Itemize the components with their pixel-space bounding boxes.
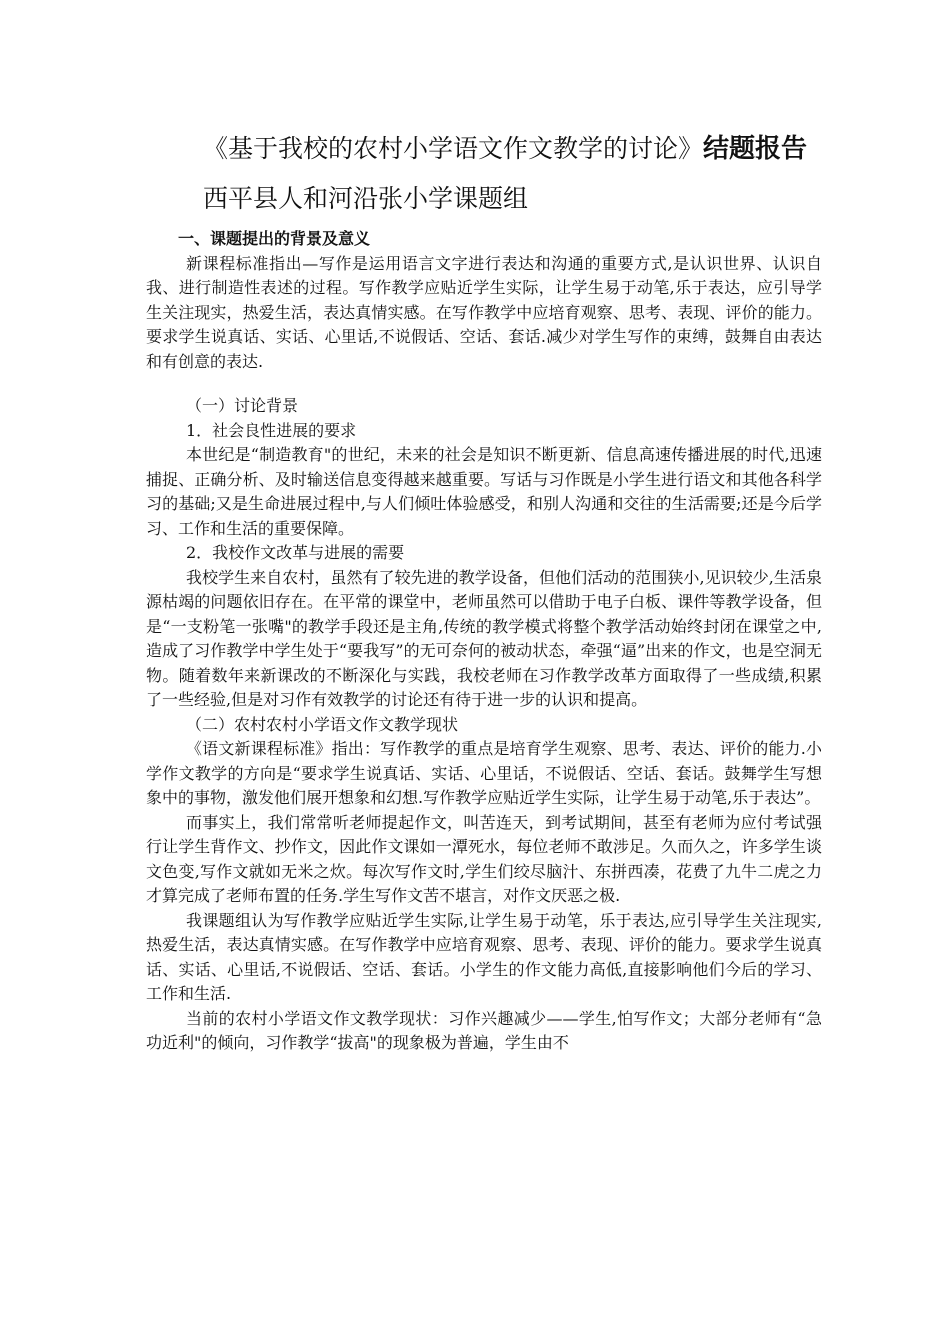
report-subtitle: 西平县人和河沿张小学课题组 <box>203 184 529 213</box>
paragraph-school-reform: 我校学生来自农村，虽然有了较先进的教学设备，但他们活动的范围狭小,见识较少,生活泉源枯竭的问题依旧存在。在平常的课堂中，老师虽然可以借助于电子白板、课件等教学设备，但是“一支粉笔一张嘴"的教学手段还是主角,传统的教学模式将整个教学活动始终封闭在课堂之中,造成了习作教学中学生处于“要我写”的无可奈何的被动状态，牵强“逼”出来的作文，也是空洞无物。随着数年来新课改的不断深化与实践，我校老师在习作教学改革方面取得了一些成绩,积累了一些经验,但是对习作有效教学的讨论还有待于进一步的认识和提高。 <box>146 567 822 709</box>
paragraph-group-view: 我课题组认为写作教学应贴近学生实际,让学生易于动笔，乐于表达,应引导学生关注现实,热爱生活，表达真情实感。在写作教学中应培育观察、思考、表现、评价的能力。要求学生说真话、实话、心里话,不说假话、空话、套话。小学生的作文能力高低,直接影响他们今后的学习、工作和生活. <box>146 910 822 1003</box>
section-heading-background: 一、课题提出的背景及意义 <box>178 229 371 248</box>
paragraph-standards: 新课程标准指出—写作是运用语言文字进行表达和沟通的重要方式,是认识世界、认识自我、进行制造性表述的过程。写作教学应贴近学生实际，让学生易于动笔,乐于表达，应引导学生关注现实，热爱生活，表达真情实感。在写作教学中应培育观察、思考、表现、评价的能力。要求学生说真话、实话、心里话,不说假话、空话、套话.减少对学生写作的束缚，鼓舞自由表达和有创意的表达. <box>146 253 822 371</box>
item-heading-social-development: 1．社会良性进展的要求 <box>186 420 357 440</box>
item-heading-school-reform: 2．我校作文改革与进展的需要 <box>186 543 405 562</box>
subsection-heading-research-background: （一）讨论背景 <box>186 396 299 415</box>
paragraph-reality: 而事实上，我们常常听老师提起作文，叫苦连天，到考试期间，甚至有老师为应付考试强行让学生背作文、抄作文，因此作文课如一潭死水，每位老师不敢涉足。久而久之，许多学生谈文色变,写作文就如无米之炊。每次写作文时,学生们绞尽脑汁、东拼西凑，花费了九牛二虎之力才算完成了老师布置的任务.学生写作文苦不堪言，对作文厌恶之极. <box>146 812 822 905</box>
paragraph-current-status: 当前的农村小学语文作文教学现状：习作兴趣减少——学生,怕写作文；大部分老师有“急功近利"的倾向，习作教学“拔高"的现象极为普遍，学生由不 <box>146 1008 822 1052</box>
subsection-heading-current-status: （二）农村农村小学语文作文教学现状 <box>186 714 459 734</box>
report-title <box>203 132 807 166</box>
paragraph-curriculum-standard: 《语文新课程标准》指出：写作教学的重点是培育学生观察、思考、表达、评价的能力.小学作文教学的方向是“要求学生说真话、实话、心里话，不说假话、空话、套话。鼓舞学生写想象中的事物，激发他们展开想象和幻想.写作教学应贴近学生实际，让学生易于动笔,乐于表达”。 <box>146 739 822 807</box>
paragraph-social-development: 本世纪是“制造教育"的世纪，未来的社会是知识不断更新、信息高速传播进展的时代,迅速捕捉、正确分析、及时输送信息变得越来越重要。写话与习作既是小学生进行语文和其他各科学习的基础;又是生命进展过程中,与人们倾吐体验感受，和别人沟通和交往的生活需要;还是今后学习、工作和生活的重要保障。 <box>146 445 822 538</box>
report-body <box>146 227 822 1056</box>
report-title-main: 《基于我校的农村小学语文作文教学的讨论》 <box>203 134 704 163</box>
report-title-suffix: 结题报告 <box>703 134 808 164</box>
